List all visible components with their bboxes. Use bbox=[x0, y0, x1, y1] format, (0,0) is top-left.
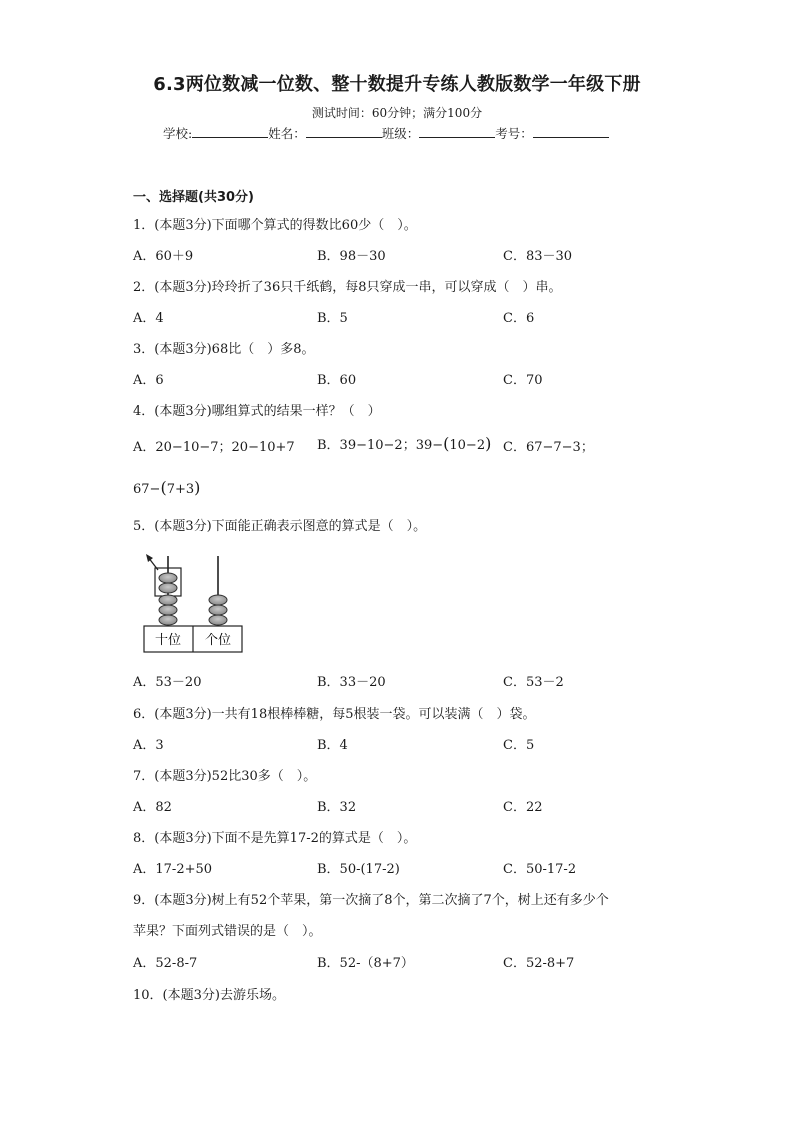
q4-option-c-inner: 7+3 bbox=[166, 482, 195, 497]
q6-option-c[interactable]: C．5 bbox=[503, 738, 535, 753]
q9-option-c[interactable]: C．52-8+7 bbox=[503, 956, 575, 971]
tens-bead bbox=[159, 605, 177, 615]
q4-option-c-prefix: 67− bbox=[133, 482, 161, 497]
question-1: 1．(本题3分)下面哪个算式的得数比60少（ ）。 bbox=[133, 218, 417, 233]
q3-option-c[interactable]: C．70 bbox=[503, 373, 543, 388]
q3-option-a[interactable]: A．6 bbox=[133, 373, 164, 388]
question-5: 5．(本题3分)下面能正确表示图意的算式是（ ）。 bbox=[133, 519, 427, 534]
tens-bead bbox=[159, 595, 177, 605]
q9-option-b[interactable]: B．52-（8+7） bbox=[317, 956, 414, 971]
ones-bead bbox=[209, 615, 227, 625]
exam-no-label: 考号： bbox=[495, 126, 533, 141]
tens-place-label: 十位 bbox=[154, 633, 182, 648]
q7-option-c[interactable]: C．22 bbox=[503, 800, 543, 815]
question-4: 4．(本题3分)哪组算式的结果一样？（ ） bbox=[133, 404, 381, 419]
q8-option-a[interactable]: A．17-2+50 bbox=[133, 862, 213, 877]
tens-bead bbox=[159, 583, 177, 593]
q7-option-b[interactable]: B．32 bbox=[317, 800, 357, 815]
q4-option-b-inner: 10−2 bbox=[449, 438, 486, 453]
arrow-icon bbox=[146, 554, 153, 562]
q3-option-b[interactable]: B．60 bbox=[317, 373, 357, 388]
q1-option-c[interactable]: C．83－30 bbox=[503, 249, 573, 264]
q2-option-b[interactable]: B．5 bbox=[317, 311, 348, 326]
tens-bead bbox=[159, 615, 177, 625]
question-8: 8．(本题3分)下面不是先算17-2的算式是（ ）。 bbox=[133, 831, 417, 846]
q6-option-a[interactable]: A．3 bbox=[133, 738, 164, 753]
abacus-figure bbox=[138, 550, 248, 656]
q8-option-b[interactable]: B．50-(17-2) bbox=[317, 862, 400, 877]
open-paren: ( bbox=[443, 434, 450, 453]
name-blank[interactable] bbox=[306, 125, 382, 138]
question-6: 6．(本题3分)一共有18根棒棒糖，每5根装一袋。可以装满（ ）袋。 bbox=[133, 707, 536, 722]
student-info-line bbox=[163, 124, 609, 142]
q9-option-a[interactable]: A．52-8-7 bbox=[133, 956, 198, 971]
section-heading: 一、选择题(共30分) bbox=[133, 190, 254, 205]
ones-place-label: 个位 bbox=[204, 633, 232, 648]
q2-option-a[interactable]: A．4 bbox=[133, 311, 164, 326]
q8-option-c[interactable]: C．50-17-2 bbox=[503, 862, 577, 877]
tens-bead bbox=[159, 573, 177, 583]
question-7: 7．(本题3分)52比30多（ ）。 bbox=[133, 769, 317, 784]
question-9: 9．(本题3分)树上有52个苹果，第一次摘了8个，第二次摘了7个，树上还有多少个 bbox=[133, 893, 609, 908]
q4-option-c-continued bbox=[133, 478, 200, 497]
close-paren: ) bbox=[194, 478, 201, 497]
q2-option-c[interactable]: C．6 bbox=[503, 311, 535, 326]
school-label: 学校: bbox=[163, 126, 193, 141]
q6-option-b[interactable]: B．4 bbox=[317, 738, 348, 753]
ones-bead bbox=[209, 595, 227, 605]
question-3: 3．(本题3分)68比（ ）多8。 bbox=[133, 342, 315, 357]
q5-option-a[interactable]: A．53－20 bbox=[133, 675, 202, 690]
class-blank[interactable] bbox=[419, 125, 495, 138]
test-time-info: 测试时间：60分钟；满分100分 bbox=[311, 106, 483, 120]
q4-option-b[interactable] bbox=[317, 434, 491, 453]
q4-option-a[interactable]: A．20−10−7；20−10+7 bbox=[133, 440, 295, 455]
q5-option-b[interactable]: B．33－20 bbox=[317, 675, 386, 690]
q4-option-b-prefix: B．39−10−2；39− bbox=[317, 438, 444, 453]
q7-option-a[interactable]: A．82 bbox=[133, 800, 172, 815]
question-2: 2．(本题3分)玲玲折了36只千纸鹤，每8只穿成一串，可以穿成（ ）串。 bbox=[133, 280, 562, 295]
close-paren: ) bbox=[485, 434, 492, 453]
q4-option-c[interactable]: C．67−7−3； bbox=[503, 440, 594, 455]
name-label: 姓名： bbox=[268, 126, 306, 141]
exam-no-blank[interactable] bbox=[533, 125, 609, 138]
ones-bead bbox=[209, 605, 227, 615]
open-paren: ( bbox=[160, 478, 167, 497]
q5-option-c[interactable]: C．53－2 bbox=[503, 675, 564, 690]
class-label: 班级： bbox=[381, 126, 420, 141]
q1-option-b[interactable]: B．98－30 bbox=[317, 249, 386, 264]
question-10: 10．(本题3分)去游乐场。 bbox=[133, 988, 285, 1003]
question-9-continued: 苹果？下面列式错误的是（ ）。 bbox=[133, 924, 322, 939]
q1-option-a[interactable]: A．60＋9 bbox=[133, 249, 194, 264]
school-blank[interactable] bbox=[192, 125, 268, 138]
page-title: 6.3两位数减一位数、整十数提升专练人教版数学一年级下册 bbox=[153, 74, 641, 95]
